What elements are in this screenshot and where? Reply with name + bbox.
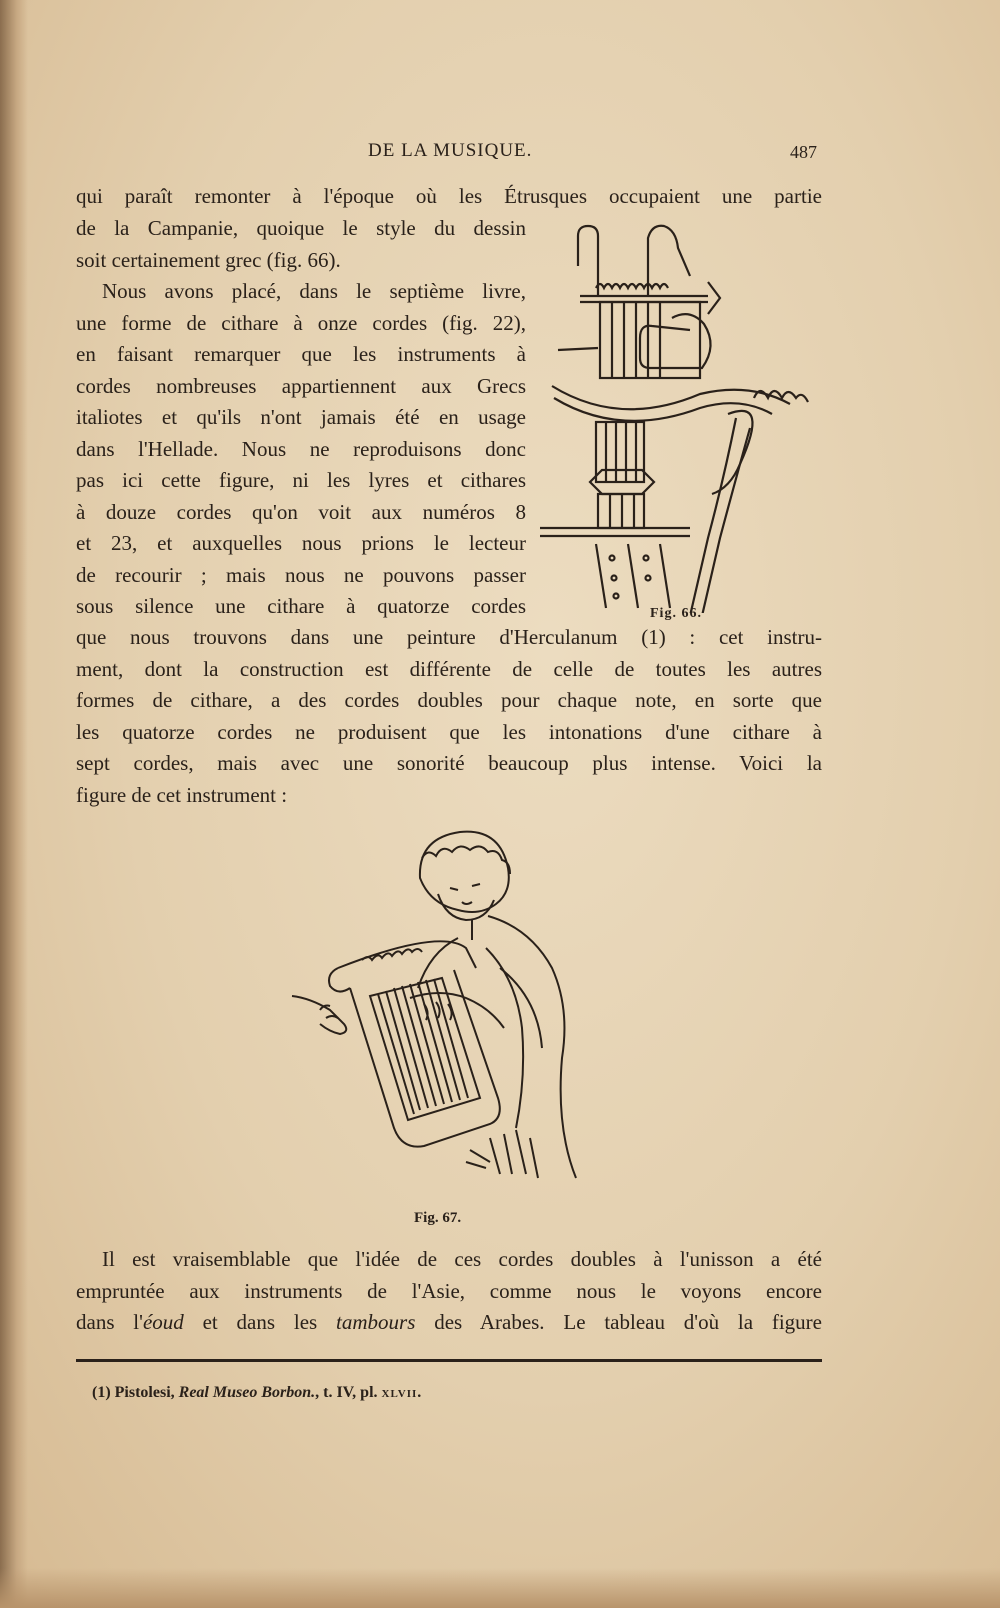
text-line: italiotes et qu'ils n'ont jamais été en usage (76, 405, 526, 429)
text-line: figure de cet instrument : (76, 782, 288, 807)
text-line: à douze cordes qu'on voit aux numéros 8 (76, 499, 526, 524)
footnote-author: Pistolesi, (114, 1384, 175, 1401)
italic-term-eoud: éoud (142, 1310, 184, 1334)
text-line: Nous avons placé, dans le septième livre, (102, 279, 526, 303)
paragraph-1-first-line (76, 181, 822, 213)
footnote-rule (76, 1359, 822, 1362)
text-line: de recourir ; mais nous ne pouvons passer (76, 562, 526, 587)
text-line: et 23, et auxquelles nous prions le lecteur (76, 531, 526, 555)
text-line: les quatorze cordes ne produisent que les intonations d'une cithare à (76, 719, 822, 744)
text-fragment: des Arabes. Le tableau d'où la figure (415, 1310, 822, 1334)
text-line: pas ici cette figure, ni les lyres et cithares (76, 468, 526, 492)
text-line: dans l'Hellade. Nous ne reproduisons donc (76, 436, 526, 461)
page-number: 487 (790, 142, 817, 162)
text-line: ment, dont la construction est différente de celle de toutes les autres (76, 656, 822, 681)
running-title: DE LA MUSIQUE. (368, 140, 533, 161)
paragraph-2-continuation (76, 622, 822, 811)
text-line: une forme de cithare à onze cordes (fig. 22), (76, 310, 526, 335)
footnote-plate: xlvii. (381, 1384, 423, 1401)
text-line: sous silence une cithare à quatorze cordes (76, 594, 526, 618)
figure-67-cithara-player-illustration (290, 828, 600, 1198)
page-bottom-shadow (0, 1568, 1000, 1608)
text-line: en faisant remarquer que les instruments à (76, 342, 526, 366)
text-line: formes de cithare, a des cordes doubles pour chaque note, en sorte que (76, 688, 822, 712)
running-head (0, 140, 1000, 164)
footnote (92, 1384, 422, 1402)
text-line: cordes nombreuses appartiennent aux Grecs (76, 373, 526, 398)
text-line: Il est vraisemblable que l'idée de ces cordes doubles à l'unisson a été (102, 1247, 822, 1271)
text-line: que nous trouvons dans une peinture d'Herculanum (1) : cet instru- (76, 625, 822, 649)
text-line: empruntée aux instruments de l'Asie, comme nous le voyons encore (76, 1278, 822, 1303)
text-fragment: dans l' (76, 1310, 143, 1334)
footnote-work-title: Real Museo Borbon. (178, 1384, 316, 1401)
figure-66-caption: Fig. 66. (650, 606, 702, 621)
footnote-volume: , t. IV, pl. (315, 1384, 382, 1401)
italic-term-tambours: tambours (336, 1310, 416, 1334)
text-line: de la Campanie, quoique le style du dessin (76, 216, 526, 240)
text-fragment: et dans les (183, 1310, 337, 1334)
text-line-with-italics (76, 1307, 822, 1339)
footnote-marker: (1) (92, 1384, 111, 1401)
figure-66-lyre-illustration (540, 218, 830, 613)
text-line: qui paraît remonter à l'époque où les Étrusques occupaient une partie (76, 184, 822, 208)
page-gutter-shadow (0, 0, 28, 1608)
text-column-beside-figure (76, 213, 526, 623)
text-line: sept cordes, mais avec une sonorité beaucoup plus intense. Voici la (76, 751, 822, 775)
figure-67-caption: Fig. 67. (414, 1210, 462, 1226)
text-line: soit certainement grec (fig. 66). (76, 247, 341, 272)
paragraph-3 (76, 1244, 822, 1339)
